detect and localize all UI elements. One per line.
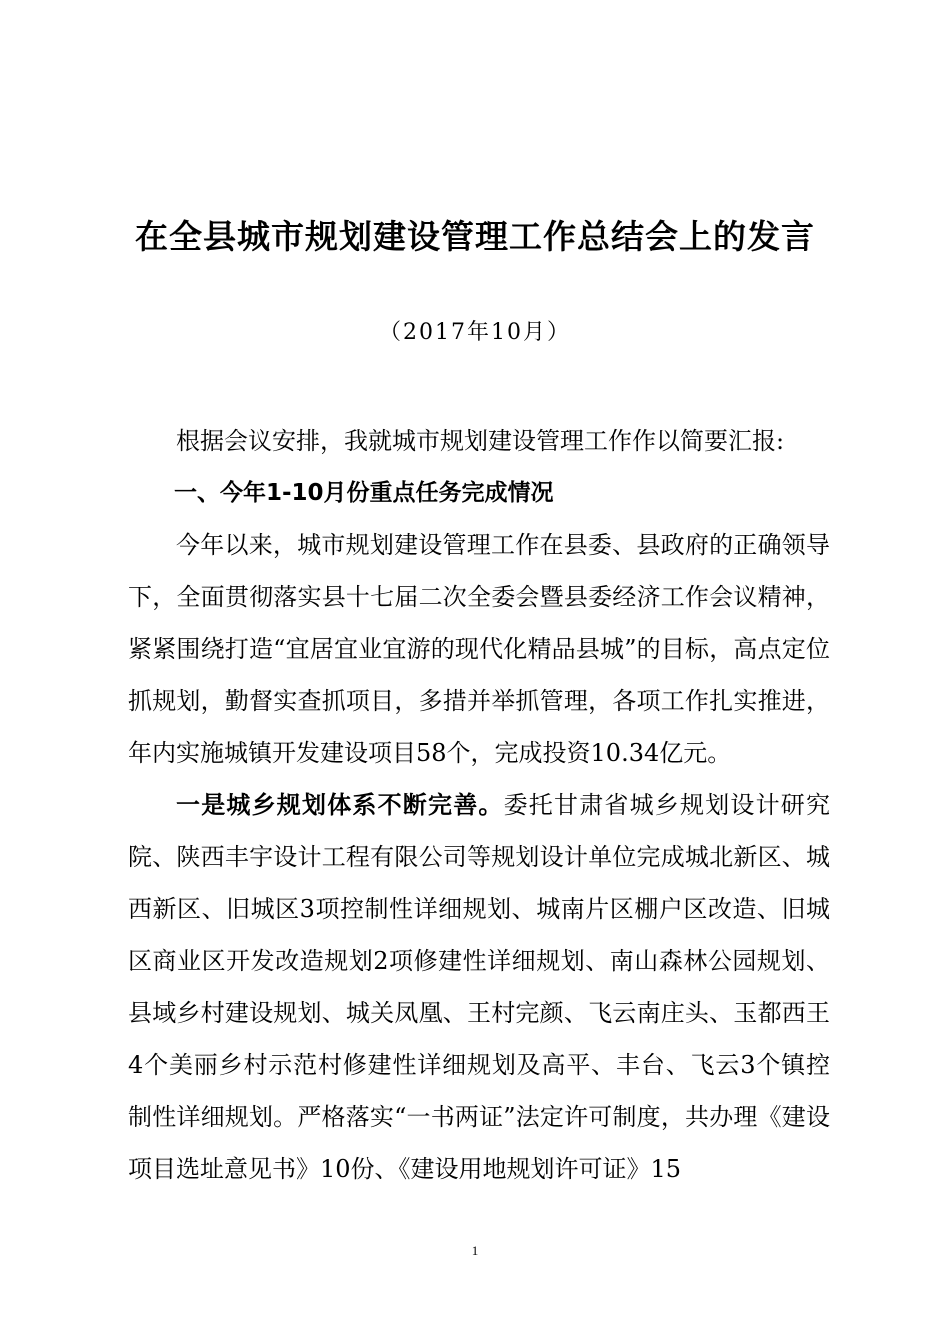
- document-body: [128, 415, 830, 1195]
- section-heading: 一、今年1-10月份重点任务完成情况: [174, 480, 554, 506]
- paragraph-2-text: 委托甘肃省城乡规划设计研究院、陕西丰宇设计工程有限公司等规划设计单位完成城北新区、城西新区、旧城区3项控制性详细规划、城南片区棚户区改造、旧城区商业区开发改造规划2项修建性详细规划、南山森林公园规划、县域乡村建设规划、城关凤凰、王村完颜、飞云南庄头、玉都西王4个美丽乡村示范村修建性详细规划及高平、丰台、飞云3个镇控制性详细规划。严格落实“一书两证”法定许可制度，共办理《建设项目选址意见书》10份、《建设用地规划许可证》15: [128, 791, 831, 1183]
- paragraph-1: 今年以来，城市规划建设管理工作在县委、县政府的正确领导下，全面贯彻落实县十七届二次全委会暨县委经济工作会议精神，紧紧围绕打造“宜居宜业宜游的现代化精品县城”的目标，高点定位抓规划，勤督实查抓项目，多措并举抓管理，各项工作扎实推进，年内实施城镇开发建设项目58个，完成投资10.34亿元。: [128, 531, 830, 767]
- intro-paragraph: 根据会议安排，我就城市规划建设管理工作作以简要汇报:: [176, 427, 785, 455]
- paragraph-2: [128, 779, 830, 1195]
- document-title: 在全县城市规划建设管理工作总结会上的发言: [135, 217, 815, 256]
- page-number: 1: [471, 1243, 479, 1258]
- document-date: （2017年10月）: [379, 320, 571, 345]
- paragraph-2-lead: 一是城乡规划体系不断完善。: [176, 790, 504, 819]
